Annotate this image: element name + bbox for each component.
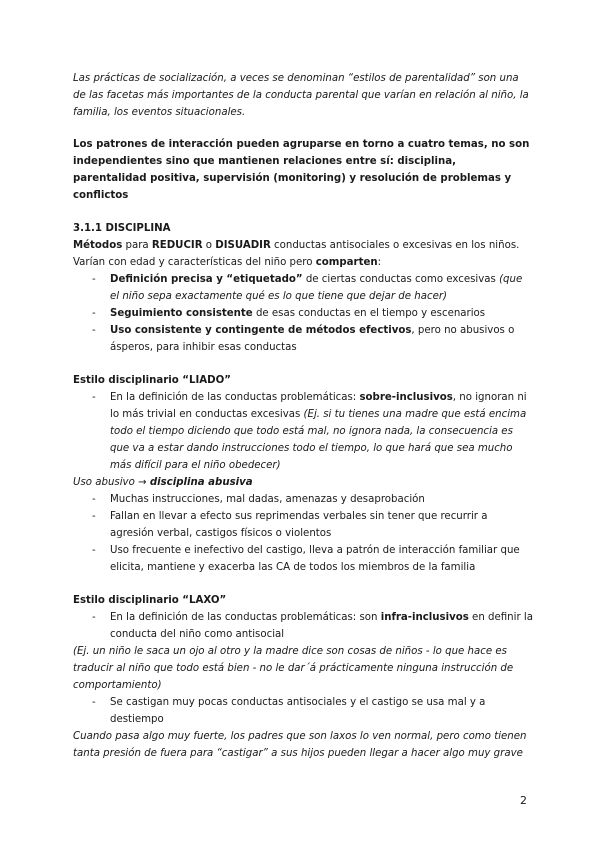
page-number: 2 (520, 794, 527, 807)
vary-line: Varían con edad y características del niño pero comparten: (73, 257, 382, 268)
laxo-list-2 (73, 694, 533, 728)
list-item: - Definición precisa y “etiquetado” de ciertas conductas como excesivas (que el niño sepa exactamente qué es lo que tiene que dejar de hacer) (92, 274, 523, 302)
intro-paragraph: Las prácticas de socialización, a veces se denominan “estilos de parentalidad” son una de las facetas más importantes de la conducta parental que varían en relación al niño, la familia, los eventos situacionales. (73, 73, 529, 118)
list-item: - En la definición de las conductas problemáticas: son infra-inclusivos en definir la conducta del niño como antisocial (92, 612, 533, 640)
laxo-closing: Cuando pasa algo muy fuerte, los padres que son laxos lo ven normal, pero como tienen tanta presión de fuera para “castigar” a sus hijos pueden llegar a hacer algo muy grave (73, 731, 527, 759)
patterns-paragraph: Los patrones de interacción pueden agruparse en torno a cuatro temas, no son independientes sino que mantienen relaciones entre sí: disciplina, parentalidad positiva, supervisión (monitoring) y resolución de problemas y conflictos (73, 139, 530, 201)
list-item: - Fallan en llevar a efecto sus reprimendas verbales sin tener que recurrir a agresión verbal, castigos físicos o violentos (92, 511, 488, 539)
list-item: - Uso frecuente e inefectivo del castigo, lleva a patrón de interacción familiar que elicita, mantiene y exacerba las CA de todos los miembros de la familia (92, 545, 520, 573)
abuse-list (73, 491, 533, 576)
liado-title: Estilo disciplinario “LIADO” (73, 375, 231, 386)
list-item: - Seguimiento consistente de esas conductas en el tiempo y escenarios (92, 308, 486, 319)
laxo-list (73, 609, 533, 643)
list-item: - Se castigan muy pocas conductas antisociales y el castigo se usa mal y a destiempo (92, 697, 486, 725)
abuse-line: Uso abusivo → disciplina abusiva (73, 477, 253, 488)
laxo-example: (Ej. un niño le saca un ojo al otro y la madre dice son cosas de niños - lo que hace es traducir al niño que todo está bien - no le dar´á prácticamente ninguna instrucción de comportamiento) (73, 646, 514, 691)
list-item: - En la definición de las conductas problemáticas: sobre-inclusivos, no ignoran ni lo más trivial en conductas excesivas (Ej. si tu tienes una madre que está encima todo el tiempo diciendo que todo está mal, no ignora nada, la consecuencia es que va a estar dando instrucciones todo el tiempo, lo que hará que sea mucho más difícil para el niño obedecer) (92, 392, 527, 471)
laxo-title: Estilo disciplinario “LAXO” (73, 595, 227, 606)
document-page (73, 70, 533, 762)
section-title: 3.1.1 DISCIPLINA (73, 223, 171, 234)
list-item: - Muchas instrucciones, mal dadas, amenazas y desaprobación (92, 494, 425, 505)
list-item: - Uso consistente y contingente de métodos efectivos, pero no abusivos o ásperos, para inhibir esas conductas (92, 325, 515, 353)
liado-list (73, 389, 533, 474)
discipline-list (73, 271, 533, 356)
methods-line: Métodos para REDUCIR o DISUADIR conductas antisociales o excesivas en los niños. (73, 240, 520, 251)
